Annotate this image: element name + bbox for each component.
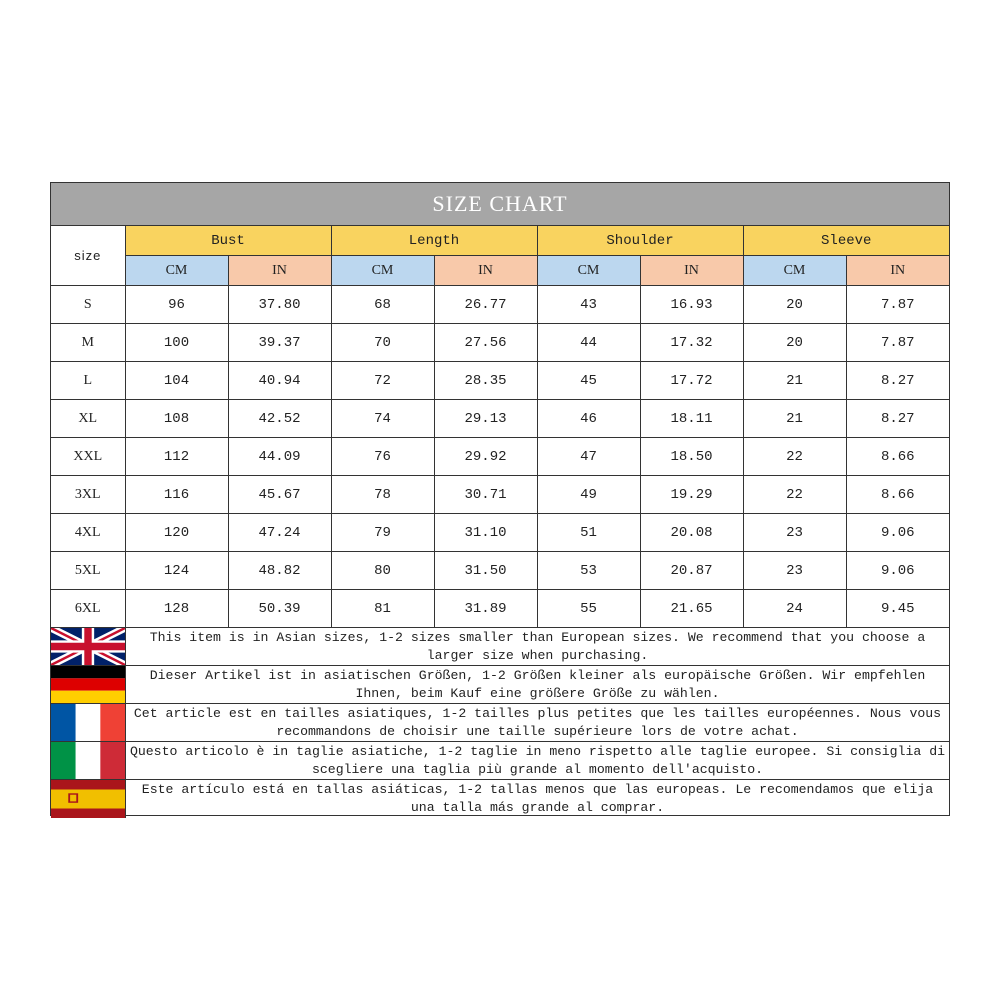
size-table — [51, 226, 949, 627]
shoulder-cm-cell: 43 — [537, 286, 640, 324]
sleeve-cm-cell: 23 — [743, 552, 846, 590]
table-row — [51, 324, 949, 362]
sleeve-in-cell: 8.66 — [846, 438, 949, 476]
length-cm-cell: 76 — [331, 438, 434, 476]
table-row — [51, 590, 949, 628]
note-row — [51, 704, 949, 742]
length-cm-cell: 70 — [331, 324, 434, 362]
note-text: Dieser Artikel ist in asiatischen Größen, 1-2 Größen kleiner als europäische Größen. Wir empfehlen Ihnen, beim Kauf eine größere Größe zu wählen. — [149, 667, 926, 701]
length-in-cell: 31.89 — [434, 590, 537, 628]
bust-in-cell: 47.24 — [228, 514, 331, 552]
bust-cm-cell: 124 — [125, 552, 228, 590]
size-cell: L — [51, 362, 125, 400]
length-in-cell: 28.35 — [434, 362, 537, 400]
size-cell: M — [51, 324, 125, 362]
size-cell: 6XL — [51, 590, 125, 628]
table-row — [51, 438, 949, 476]
shoulder-cm-cell: 51 — [537, 514, 640, 552]
length-cm-cell: 81 — [331, 590, 434, 628]
note-text: Este artículo está en tallas asiáticas, 1-2 tallas menos que las europeas. Le recomendamos que elija una talla más grande al comprar. — [141, 782, 934, 815]
size-cell: 4XL — [51, 514, 125, 552]
length-in-header: IN — [434, 256, 537, 286]
sleeve-header: Sleeve — [743, 226, 949, 256]
shoulder-in-cell: 16.93 — [640, 286, 743, 324]
shoulder-in-cell: 20.87 — [640, 552, 743, 590]
length-in-cell: 30.71 — [434, 476, 537, 514]
note-text: Questo articolo è in taglie asiatiche, 1-2 taglie in meno rispetto alle taglie europee. Si consiglia di scegliere una taglia più grande al momento dell'acquisto. — [129, 743, 946, 777]
shoulder-in-cell: 18.50 — [640, 438, 743, 476]
table-row — [51, 400, 949, 438]
size-chart — [50, 182, 950, 816]
sleeve-cm-cell: 21 — [743, 400, 846, 438]
size-cell: XXL — [51, 438, 125, 476]
sleeve-cm-cell: 22 — [743, 476, 846, 514]
table-row — [51, 286, 949, 324]
bust-in-cell: 37.80 — [228, 286, 331, 324]
length-in-cell: 29.13 — [434, 400, 537, 438]
sleeve-cm-cell: 20 — [743, 286, 846, 324]
shoulder-cm-cell: 45 — [537, 362, 640, 400]
sleeve-in-cell: 7.87 — [846, 324, 949, 362]
bust-in-cell: 40.94 — [228, 362, 331, 400]
length-cm-cell: 68 — [331, 286, 434, 324]
shoulder-cm-cell: 53 — [537, 552, 640, 590]
sleeve-in-header: IN — [846, 256, 949, 286]
bust-cm-cell: 116 — [125, 476, 228, 514]
bust-cm-cell: 108 — [125, 400, 228, 438]
bust-in-cell: 48.82 — [228, 552, 331, 590]
size-cell: S — [51, 286, 125, 324]
note-text: Cet article est en tailles asiatiques, 1-2 tailles plus petites que les tailles européennes. Nous vous recommandons de choisir une taille supérieure lors de votre achat. — [133, 705, 942, 739]
shoulder-in-cell: 17.72 — [640, 362, 743, 400]
sleeve-in-cell: 8.27 — [846, 400, 949, 438]
length-cm-cell: 79 — [331, 514, 434, 552]
shoulder-in-cell: 19.29 — [640, 476, 743, 514]
shoulder-cm-cell: 46 — [537, 400, 640, 438]
group-header-row — [51, 226, 949, 256]
bust-in-cell: 45.67 — [228, 476, 331, 514]
length-cm-cell: 80 — [331, 552, 434, 590]
table-row — [51, 514, 949, 552]
size-cell: 5XL — [51, 552, 125, 590]
table-row — [51, 476, 949, 514]
note-row — [51, 628, 949, 666]
shoulder-cm-cell: 49 — [537, 476, 640, 514]
note-text: This item is in Asian sizes, 1-2 sizes smaller than European sizes. We recommend that you choose a larger size when purchasing. — [149, 629, 926, 663]
sleeve-cm-cell: 22 — [743, 438, 846, 476]
length-in-cell: 27.56 — [434, 324, 537, 362]
shoulder-in-cell: 17.32 — [640, 324, 743, 362]
germany-flag-icon — [51, 666, 126, 703]
note-row — [51, 742, 949, 780]
bust-cm-cell: 100 — [125, 324, 228, 362]
size-chart-title: SIZE CHART — [51, 183, 949, 226]
bust-header: Bust — [125, 226, 331, 256]
unit-header-row — [51, 256, 949, 286]
france-flag-icon — [51, 704, 126, 741]
length-in-cell: 26.77 — [434, 286, 537, 324]
length-header: Length — [331, 226, 537, 256]
shoulder-in-cell: 18.11 — [640, 400, 743, 438]
size-column-header: size — [51, 226, 125, 286]
sleeve-in-cell: 9.06 — [846, 514, 949, 552]
shoulder-header: Shoulder — [537, 226, 743, 256]
sleeve-in-cell: 9.06 — [846, 552, 949, 590]
length-cm-cell: 74 — [331, 400, 434, 438]
italy-flag-icon — [51, 742, 126, 779]
sleeve-in-cell: 8.27 — [846, 362, 949, 400]
bust-cm-header: CM — [125, 256, 228, 286]
uk-flag-icon — [51, 628, 126, 665]
note-row — [51, 666, 949, 704]
table-row — [51, 362, 949, 400]
bust-in-cell: 44.09 — [228, 438, 331, 476]
shoulder-in-cell: 21.65 — [640, 590, 743, 628]
shoulder-cm-cell: 55 — [537, 590, 640, 628]
bust-in-cell: 50.39 — [228, 590, 331, 628]
shoulder-in-cell: 20.08 — [640, 514, 743, 552]
note-row — [51, 780, 949, 818]
bust-cm-cell: 112 — [125, 438, 228, 476]
shoulder-cm-header: CM — [537, 256, 640, 286]
sleeve-cm-cell: 21 — [743, 362, 846, 400]
length-cm-cell: 72 — [331, 362, 434, 400]
bust-in-header: IN — [228, 256, 331, 286]
sleeve-cm-cell: 20 — [743, 324, 846, 362]
bust-cm-cell: 128 — [125, 590, 228, 628]
bust-cm-cell: 96 — [125, 286, 228, 324]
sleeve-cm-cell: 24 — [743, 590, 846, 628]
shoulder-cm-cell: 47 — [537, 438, 640, 476]
size-cell: 3XL — [51, 476, 125, 514]
sleeve-in-cell: 8.66 — [846, 476, 949, 514]
length-in-cell: 29.92 — [434, 438, 537, 476]
sleeve-in-cell: 7.87 — [846, 286, 949, 324]
shoulder-cm-cell: 44 — [537, 324, 640, 362]
sleeve-cm-cell: 23 — [743, 514, 846, 552]
sleeve-cm-header: CM — [743, 256, 846, 286]
bust-cm-cell: 104 — [125, 362, 228, 400]
length-cm-cell: 78 — [331, 476, 434, 514]
length-in-cell: 31.50 — [434, 552, 537, 590]
bust-in-cell: 39.37 — [228, 324, 331, 362]
table-row — [51, 552, 949, 590]
size-notes — [51, 627, 949, 818]
length-in-cell: 31.10 — [434, 514, 537, 552]
bust-in-cell: 42.52 — [228, 400, 331, 438]
length-cm-header: CM — [331, 256, 434, 286]
bust-cm-cell: 120 — [125, 514, 228, 552]
size-cell: XL — [51, 400, 125, 438]
spain-flag-icon — [51, 780, 126, 818]
sleeve-in-cell: 9.45 — [846, 590, 949, 628]
shoulder-in-header: IN — [640, 256, 743, 286]
